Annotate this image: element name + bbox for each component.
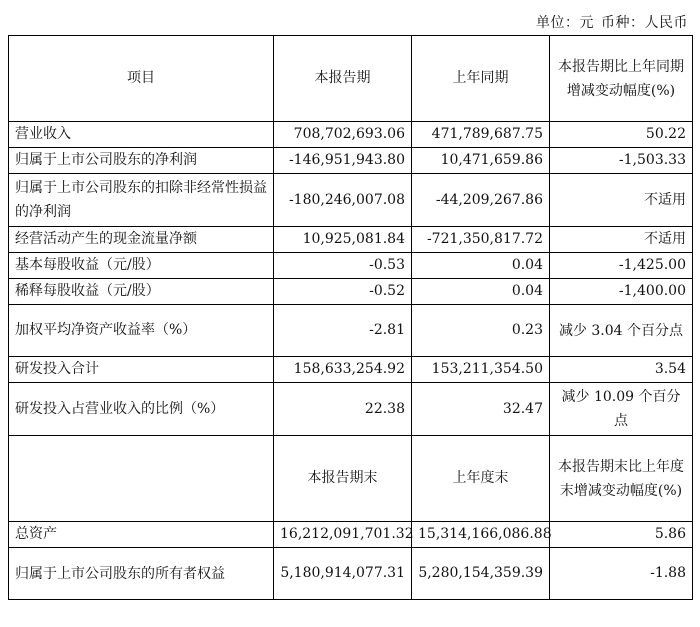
row-change: 减少 10.09 个百分点 [550, 383, 693, 436]
table-row [9, 548, 693, 600]
row-item: 归属于上市公司股东的所有者权益 [9, 548, 274, 600]
table-row [9, 279, 693, 305]
financial-data-table [8, 35, 693, 600]
row-current: -146,951,943.80 [274, 148, 412, 174]
row-current: -0.53 [274, 253, 412, 279]
table-row [9, 122, 693, 148]
table-header-row [9, 36, 693, 122]
unit-label: 单位：元 [536, 15, 595, 31]
row-item: 总资产 [9, 522, 274, 548]
table-row [9, 357, 693, 383]
row-item: 研发投入占营业收入的比例（%） [9, 383, 274, 436]
row-change: 减少 3.04 个百分点 [550, 305, 693, 357]
table-row [9, 174, 693, 227]
row-current: 5,180,914,077.31 [274, 548, 412, 600]
row-current: -0.52 [274, 279, 412, 305]
row-item: 归属于上市公司股东的扣除非经常性损益的净利润 [9, 174, 274, 227]
table-row [9, 522, 693, 548]
header-current: 本报告期 [274, 36, 412, 122]
row-change: 5.86 [550, 522, 693, 548]
row-item: 经营活动产生的现金流量净额 [9, 227, 274, 253]
unit-line [534, 12, 688, 32]
row-prior: 0.04 [412, 253, 550, 279]
row-change: -1,425.00 [550, 253, 693, 279]
header-item: 项目 [9, 36, 274, 122]
subheader-change: 本报告期末比上年度末增减变动幅度(%) [550, 436, 693, 522]
row-current: 158,633,254.92 [274, 357, 412, 383]
row-prior: 5,280,154,359.39 [412, 548, 550, 600]
row-item: 归属于上市公司股东的净利润 [9, 148, 274, 174]
row-prior: -44,209,267.86 [412, 174, 550, 227]
row-item: 加权平均净资产收益率（%） [9, 305, 274, 357]
row-prior: 153,211,354.50 [412, 357, 550, 383]
row-change: -1.88 [550, 548, 693, 600]
header-change: 本报告期比上年同期增减变动幅度(%) [550, 36, 693, 122]
row-change: 不适用 [550, 174, 693, 227]
row-current: 708,702,693.06 [274, 122, 412, 148]
row-change: 3.54 [550, 357, 693, 383]
row-prior: 471,789,687.75 [412, 122, 550, 148]
table-row [9, 305, 693, 357]
table-row [9, 227, 693, 253]
subheader-item [9, 436, 274, 522]
row-current: -2.81 [274, 305, 412, 357]
row-change: 不适用 [550, 227, 693, 253]
table-subheader-row [9, 436, 693, 522]
row-current: -180,246,007.08 [274, 174, 412, 227]
subheader-prior: 上年度末 [412, 436, 550, 522]
row-prior: 15,314,166,086.88 [412, 522, 550, 548]
currency-label: 币种：人民币 [601, 15, 688, 31]
row-item: 营业收入 [9, 122, 274, 148]
subheader-current: 本报告期末 [274, 436, 412, 522]
row-change: 50.22 [550, 122, 693, 148]
table-row [9, 383, 693, 436]
row-change: -1,503.33 [550, 148, 693, 174]
row-prior: 10,471,659.86 [412, 148, 550, 174]
row-prior: -721,350,817.72 [412, 227, 550, 253]
row-item: 研发投入合计 [9, 357, 274, 383]
row-change: -1,400.00 [550, 279, 693, 305]
row-prior: 0.04 [412, 279, 550, 305]
table-row [9, 148, 693, 174]
row-prior: 0.23 [412, 305, 550, 357]
row-current: 10,925,081.84 [274, 227, 412, 253]
header-prior: 上年同期 [412, 36, 550, 122]
table-row [9, 253, 693, 279]
row-current: 16,212,091,701.32 [274, 522, 412, 548]
row-prior: 32.47 [412, 383, 550, 436]
row-item: 稀释每股收益（元/股） [9, 279, 274, 305]
row-current: 22.38 [274, 383, 412, 436]
row-item: 基本每股收益（元/股） [9, 253, 274, 279]
